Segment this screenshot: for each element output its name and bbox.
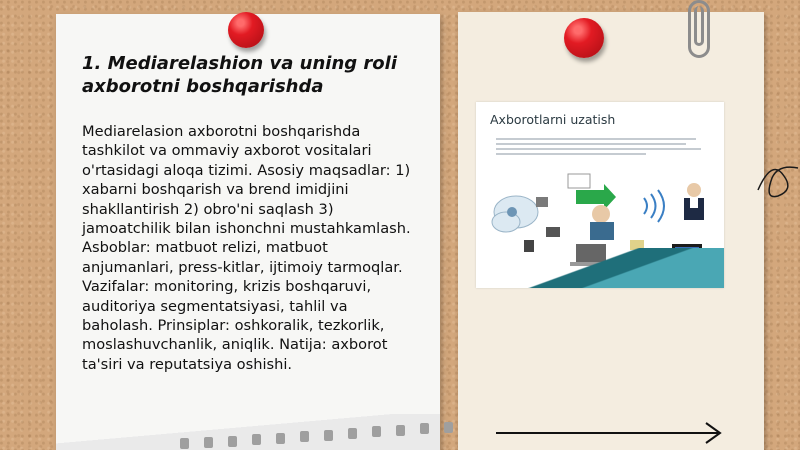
push-pin-icon [228, 12, 264, 48]
section-body: Mediarelasion axborotni boshqarishda tashkilot va ommaviy axborot vositalari o'rtasidagi aloqa tizimi. Asosiy maqsadlar: 1) xabarni boshqarish va brend imidjini shakllantirish 2) obro'ni saqlash 3) jamoatchilik bilan ishonchni mustahkamlash. Asboblar: matbuot relizi, matbuot anjumanlari, press-kitlar, ijtimoiy tarmoqlar. Vazifalar: monitoring, krizis boshqaruvi, auditoriya segmentatsiyasi, tahlil va baholash. Prinsiplar: oshkoralik, tezkorlik, moslashuvchanlik, aniqlik. Natija: axborot ta'siri va reputatsiya oshishi. [82, 123, 411, 373]
slide-thumbnail [476, 102, 724, 288]
device-icon [546, 227, 560, 237]
section-title: 1. Mediarelashion va uning roli axborotni boshqarishda [82, 53, 397, 97]
device-icon [536, 197, 548, 207]
paper-clip-inner [694, 6, 704, 46]
operator-icon [590, 205, 614, 240]
presenter-icon [684, 183, 704, 220]
network-cloud-icon [492, 196, 538, 232]
slide-decorative-band [476, 248, 724, 288]
spiral-holes [176, 418, 476, 448]
squiggle-line [756, 150, 800, 210]
push-pin-icon [564, 18, 604, 58]
slide-title: Axborotlarni uzatish [490, 112, 616, 127]
monitor-icon [568, 174, 590, 188]
signal-waves-icon [644, 190, 664, 222]
arrow-right-icon [494, 420, 726, 446]
